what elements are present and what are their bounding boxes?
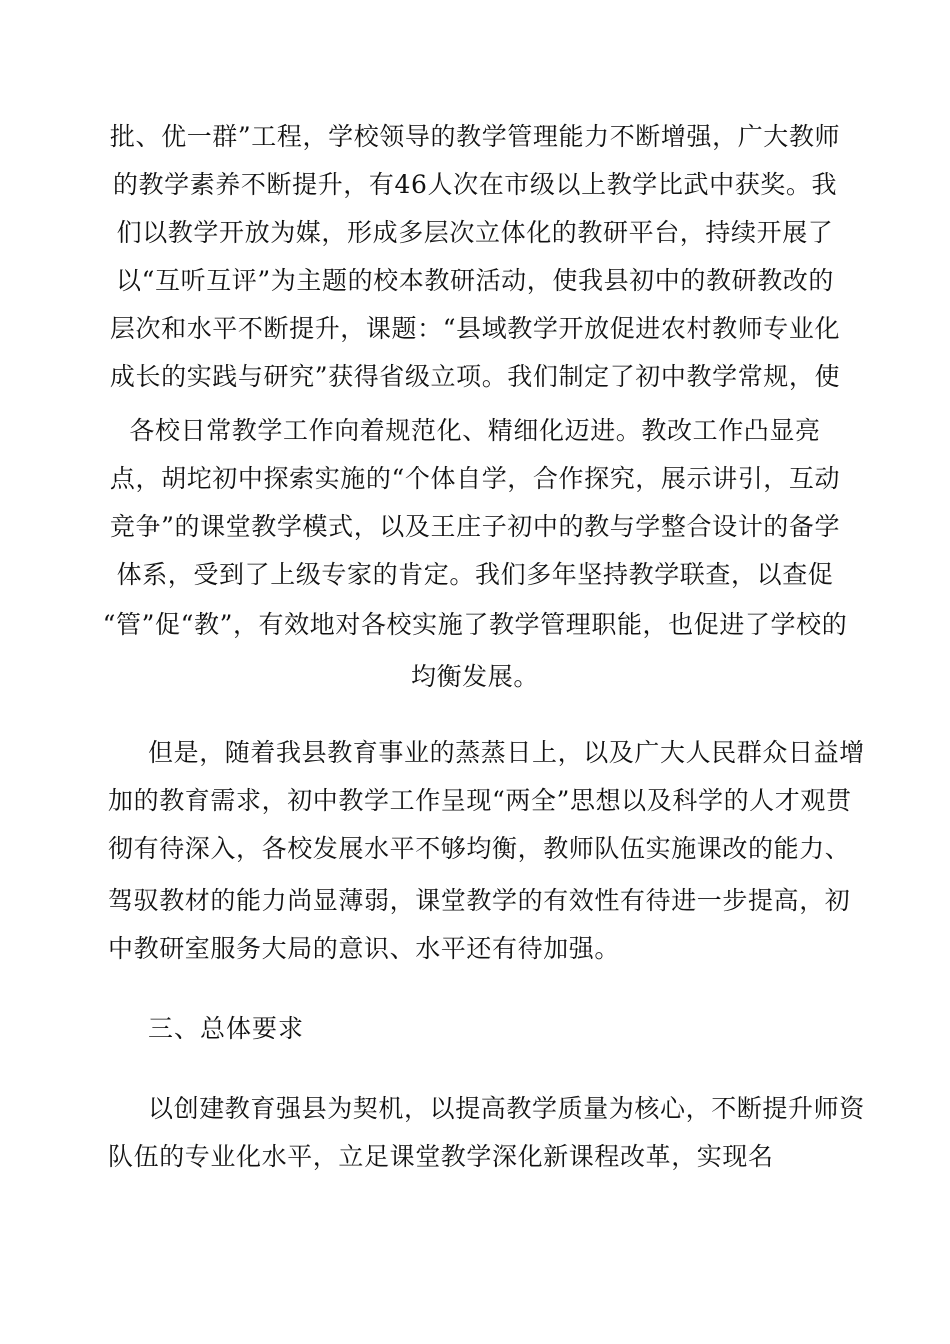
paragraph-1-line-7: 各校日常教学工作向着规范化、精细化迈进。教改工作凸显亮 bbox=[129, 416, 821, 445]
paragraph-1-line-12: 均衡发展。 bbox=[410, 662, 539, 691]
paragraph-1-line-6: 成长的实践与研究”获得省级立项。我们制定了初中教学常规，使 bbox=[109, 362, 841, 391]
paragraph-1-line-4: 以“互听互评”为主题的校本教研活动，使我县初中的教研教改的 bbox=[116, 266, 834, 295]
paragraph-1-line-1: 批、优一群”工程，学校领导的教学管理能力不断增强，广大教师 bbox=[109, 122, 841, 151]
paragraph-2-line-2: 加的教育需求，初中教学工作呈现“两全”思想以及科学的人才观贯 bbox=[108, 786, 852, 815]
paragraph-1-line-3: 们以教学开放为媒，形成多层次立体化的教研平台，持续开展了 bbox=[116, 218, 834, 247]
paragraph-2-line-1: 但是，随着我县教育事业的蒸蒸日上，以及广大人民群众日益增 bbox=[148, 738, 865, 767]
paragraph-1-line-11: “管”促“教”，有效地对各校实施了教学管理职能，也促进了学校的 bbox=[102, 610, 848, 639]
paragraph-2-line-3: 彻有待深入，各校发展水平不够均衡，教师队伍实施课改的能力、 bbox=[108, 834, 851, 863]
paragraph-1-line-8: 点，胡坨初中探索实施的“个体自学，合作探究，展示讲引，互动 bbox=[109, 464, 841, 493]
paragraph-1-line-9: 竞争”的课堂教学模式，以及王庄子初中的教与学整合设计的备学 bbox=[109, 512, 841, 541]
paragraph-3-line-2: 队伍的专业化水平，立足课堂教学深化新课程改革，实现名 bbox=[108, 1142, 774, 1171]
paragraph-1-line-5: 层次和水平不断提升，课题：“县域教学开放促进农村教师专业化 bbox=[109, 314, 841, 343]
paragraph-1-line-2: 的教学素养不断提升，有46人次在市级以上教学比武中获奖。我 bbox=[112, 170, 838, 199]
paragraph-2-line-5: 中教研室服务大局的意识、水平还有待加强。 bbox=[108, 934, 621, 963]
section-heading: 三、总体要求 bbox=[148, 1014, 305, 1043]
paragraph-3-line-1: 以创建教育强县为契机，以提高教学质量为核心，不断提升师资 bbox=[148, 1094, 865, 1123]
paragraph-2-line-4: 驾驭教材的能力尚显薄弱，课堂教学的有效性有待进一步提高，初 bbox=[108, 886, 851, 915]
paragraph-1-line-10: 体系，受到了上级专家的肯定。我们多年坚持教学联查，以查促 bbox=[116, 560, 834, 589]
